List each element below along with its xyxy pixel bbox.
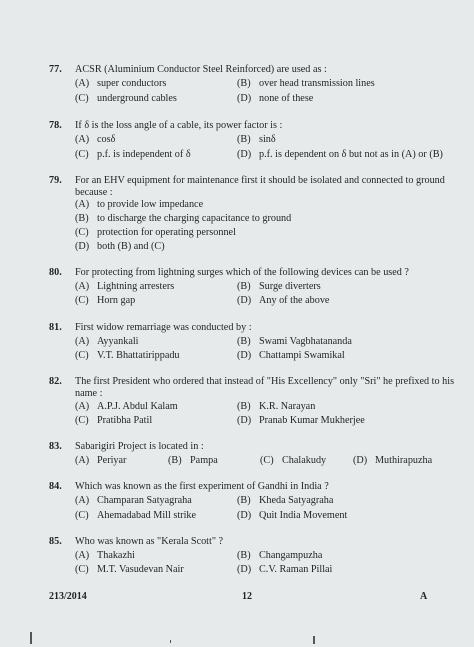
option-d[interactable]: (D) Muthirapuzha (353, 455, 433, 466)
option-a[interactable]: (A) to provide low impedance (75, 199, 204, 210)
option-d[interactable]: (D) both (B) and (C) (75, 241, 165, 252)
option-a[interactable]: (A) Lightning arresters (75, 281, 175, 292)
option-a[interactable]: (A) cosδ (75, 134, 116, 145)
option-d[interactable]: (D) C.V. Raman Pillai (237, 564, 333, 575)
question-number: 80. (49, 267, 62, 278)
option-d[interactable]: (D) p.f. is dependent on δ but not as in (A) or (B) (237, 149, 443, 160)
option-d[interactable]: (D) none of these (237, 93, 314, 104)
option-b[interactable]: (B) to discharge the charging capacitance to ground (75, 213, 292, 224)
question-text: For protecting from lightning surges which of the following devices can be used ? (75, 267, 409, 278)
scan-mark (313, 636, 315, 644)
option-c[interactable]: (C) p.f. is independent of δ (75, 149, 191, 160)
option-b[interactable]: (B) Kheda Satyagraha (237, 495, 334, 506)
scan-mark (30, 632, 32, 644)
question-text: For an EHV equipment for maintenance first it should be isolated and connected to ground because : (75, 175, 445, 198)
series-label: A (420, 591, 428, 602)
question-text: The first President who ordered that instead of "His Excellency" only "Sri" he prefixed to his name : (75, 376, 455, 399)
option-a[interactable]: (A) Thakazhi (75, 550, 135, 561)
option-c[interactable]: (C) Chalakudy (260, 455, 327, 466)
option-a[interactable]: (A) Ayyankali (75, 336, 139, 347)
question-number: 84. (49, 481, 62, 492)
option-c[interactable]: (C) M.T. Vasudevan Nair (75, 564, 184, 575)
option-b[interactable]: (B) sinδ (237, 134, 276, 145)
option-b[interactable]: (B) Surge diverters (237, 281, 321, 292)
option-a[interactable]: (A) Periyar (75, 455, 127, 466)
question-text: Sabarigiri Project is located in : (75, 441, 204, 452)
option-c[interactable]: (C) protection for operating personnel (75, 227, 236, 238)
page-number: 12 (242, 591, 252, 602)
option-d[interactable]: (D) Any of the above (237, 295, 330, 306)
option-a[interactable]: (A) super conductors (75, 78, 167, 89)
question-number: 78. (49, 120, 62, 131)
option-d[interactable]: (D) Chattampi Swamikal (237, 350, 345, 361)
option-c[interactable]: (C) Pratibha Patil (75, 415, 153, 426)
paper-code: 213/2014 (49, 591, 87, 602)
option-c[interactable]: (C) underground cables (75, 93, 177, 104)
question-text: Which was known as the first experiment of Gandhi in India ? (75, 481, 329, 492)
question-text: First widow remarriage was conducted by : (75, 322, 252, 333)
option-d[interactable]: (D) Pranab Kumar Mukherjee (237, 415, 365, 426)
question-text: Who was known as "Kerala Scott" ? (75, 536, 224, 547)
scan-mark (170, 640, 171, 643)
option-c[interactable]: (C) Horn gap (75, 295, 136, 306)
question-number: 83. (49, 441, 62, 452)
option-c[interactable]: (C) Ahemadabad Mill strike (75, 510, 197, 521)
question-number: 79. (49, 175, 62, 186)
question-number: 85. (49, 536, 62, 547)
option-b[interactable]: (B) Pampa (168, 455, 218, 466)
question-number: 81. (49, 322, 62, 333)
question-number: 77. (49, 64, 62, 75)
option-b[interactable]: (B) K.R. Narayan (237, 401, 316, 412)
option-a[interactable]: (A) Champaran Satyagraha (75, 495, 192, 506)
option-c[interactable]: (C) V.T. Bhattatirippadu (75, 350, 180, 361)
question-text: If δ is the loss angle of a cable, its power factor is : (75, 120, 283, 131)
question-text: ACSR (Aluminium Conductor Steel Reinforced) are used as : (75, 64, 327, 75)
option-b[interactable]: (B) over head transmission lines (237, 78, 375, 89)
question-number: 82. (49, 376, 62, 387)
option-b[interactable]: (B) Swami Vagbhatananda (237, 336, 352, 347)
option-d[interactable]: (D) Quit India Movement (237, 510, 348, 521)
option-b[interactable]: (B) Changampuzha (237, 550, 323, 561)
option-a[interactable]: (A) A.P.J. Abdul Kalam (75, 401, 178, 412)
